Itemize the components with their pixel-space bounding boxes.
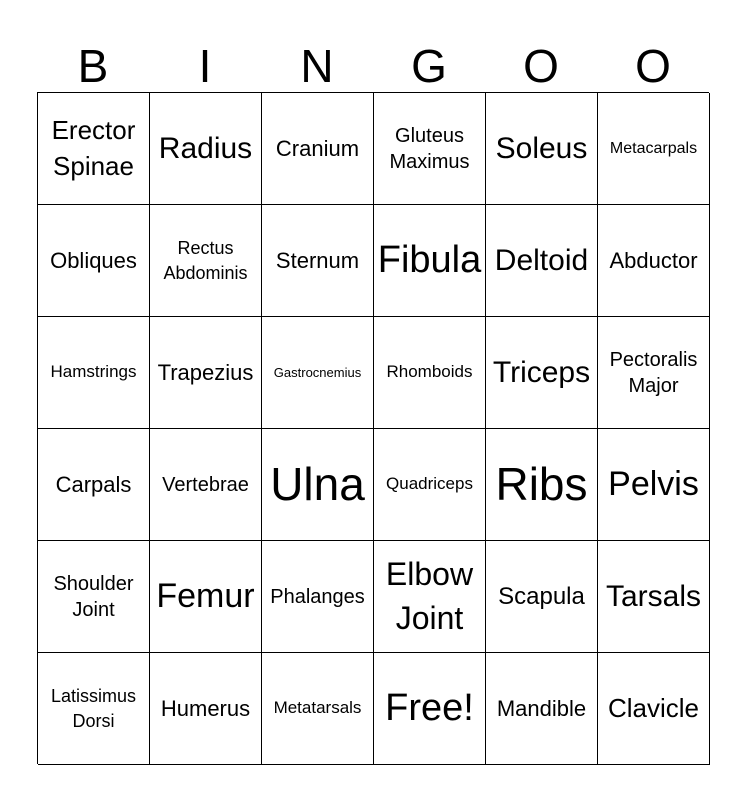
bingo-cell[interactable] — [486, 653, 598, 765]
bingo-cell[interactable] — [486, 541, 598, 653]
bingo-cell[interactable] — [486, 205, 598, 317]
bingo-cell[interactable] — [598, 429, 710, 541]
header-letter-o: O — [523, 39, 559, 92]
bingo-cell[interactable] — [150, 317, 262, 429]
bingo-cell[interactable] — [38, 205, 150, 317]
cell-label: Shoulder Joint — [53, 572, 134, 621]
cell-label: Tarsals — [605, 579, 702, 613]
cell-label: Mandible — [496, 695, 587, 721]
cell-label: Phalanges — [270, 585, 365, 608]
cell-label: Radius — [158, 131, 253, 165]
bingo-cell free-space[interactable] — [374, 653, 486, 765]
bingo-cell[interactable] — [38, 653, 150, 765]
cell-label: Femur — [156, 577, 255, 616]
cell-label: Cranium — [275, 135, 360, 161]
bingo-cell[interactable] — [598, 541, 710, 653]
free-space-label: Free! — [385, 686, 474, 729]
bingo-cell[interactable] — [486, 429, 598, 541]
bingo-cell[interactable] — [598, 93, 710, 205]
cell-label: Humerus — [160, 695, 251, 721]
cell-label: Elbow Joint — [385, 556, 474, 636]
cell-label: Ulna — [270, 458, 365, 511]
cell-label: Obliques — [50, 247, 137, 273]
cell-label: Latissimus Dorsi — [50, 686, 137, 731]
bingo-cell[interactable] — [486, 93, 598, 205]
bingo-cell[interactable] — [38, 93, 150, 205]
bingo-cell[interactable] — [262, 93, 374, 205]
bingo-cell[interactable] — [374, 317, 486, 429]
cell-label: Rectus Abdominis — [163, 238, 248, 283]
bingo-cell[interactable] — [262, 429, 374, 541]
cell-label: Erector Spinae — [51, 115, 136, 181]
cell-label: Gastrocnemius — [273, 364, 362, 380]
cell-label: Rhomboids — [386, 362, 473, 382]
bingo-cell[interactable] — [150, 429, 262, 541]
header-letter-g: G — [411, 39, 447, 92]
bingo-cell[interactable] — [374, 429, 486, 541]
bingo-cell[interactable] — [374, 93, 486, 205]
header-letter-o-2: O — [635, 39, 671, 92]
header-letter-n: N — [300, 39, 334, 92]
bingo-cell[interactable] — [38, 541, 150, 653]
bingo-cell[interactable] — [150, 541, 262, 653]
bingo-cell[interactable] — [262, 205, 374, 317]
cell-label: Carpals — [55, 471, 132, 497]
bingo-cell[interactable] — [598, 205, 710, 317]
bingo-cell[interactable] — [150, 205, 262, 317]
cell-label: Metatarsals — [273, 698, 362, 718]
bingo-cell[interactable] — [598, 317, 710, 429]
cell-label: Ribs — [495, 458, 588, 511]
bingo-cell[interactable] — [38, 317, 150, 429]
header-letter-b: B — [77, 39, 109, 92]
cell-label: Hamstrings — [50, 362, 137, 382]
cell-label: Fibula — [377, 238, 482, 281]
bingo-header — [37, 38, 709, 93]
bingo-cell[interactable] — [262, 317, 374, 429]
bingo-cell[interactable] — [598, 653, 710, 765]
cell-label: Trapezius — [157, 359, 254, 385]
cell-label: Scapula — [498, 582, 585, 610]
cell-label: Sternum — [275, 247, 360, 273]
bingo-cell[interactable] — [262, 653, 374, 765]
cell-label: Deltoid — [494, 243, 589, 277]
bingo-cell[interactable] — [150, 93, 262, 205]
bingo-board — [37, 92, 709, 764]
bingo-cell[interactable] — [150, 653, 262, 765]
cell-label: Abductor — [609, 247, 698, 273]
cell-label: Triceps — [492, 355, 591, 389]
cell-label: Pelvis — [608, 465, 699, 504]
bingo-cell[interactable] — [374, 541, 486, 653]
bingo-cell[interactable] — [38, 429, 150, 541]
cell-label: Clavicle — [607, 693, 700, 724]
cell-label: Gluteus Maximus — [389, 124, 470, 173]
cell-label: Soleus — [495, 131, 588, 165]
cell-label: Pectoralis Major — [609, 348, 698, 397]
bingo-cell[interactable] — [374, 205, 486, 317]
cell-label: Vertebrae — [162, 473, 249, 496]
cell-label: Metacarpals — [609, 139, 698, 157]
bingo-cell[interactable] — [486, 317, 598, 429]
header-letter-i: I — [198, 39, 212, 92]
cell-label: Quadriceps — [386, 474, 473, 494]
bingo-cell[interactable] — [262, 541, 374, 653]
